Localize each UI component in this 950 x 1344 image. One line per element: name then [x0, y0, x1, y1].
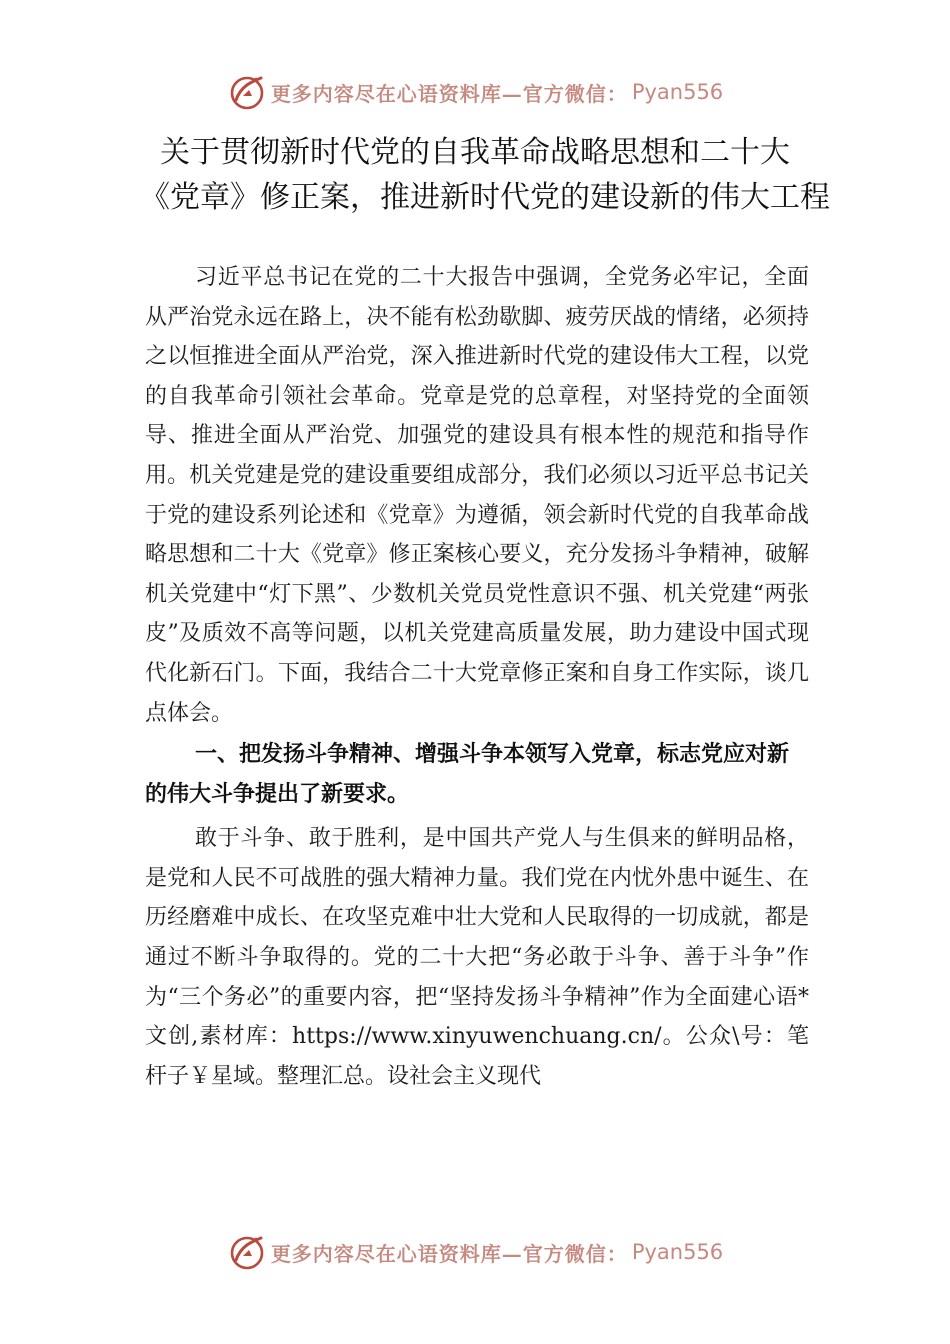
section-heading-1: 一、把发扬斗争精神、增强斗争本领写入党章，标志党应对新的伟大斗争提出了新要求。 — [145, 742, 790, 808]
title-line-1: 关于贯彻新时代党的自我革命战略思想和二十大 — [160, 135, 790, 170]
watermark-handle: Pyan556 — [631, 1240, 724, 1264]
document-body — [145, 258, 809, 1096]
watermark-header — [0, 70, 950, 114]
watermark-footer — [0, 1230, 950, 1274]
title-line-2: 《党章》修正案，推进新时代党的建设新的伟大工程 — [140, 180, 830, 215]
watermark-handle: Pyan556 — [631, 80, 724, 104]
watermark-text: 更多内容尽在心语资料库—官方微信： — [270, 81, 628, 106]
intro-paragraph: 习近平总书记在党的二十大报告中强调，全党务必牢记，全面从严治党永远在路上，决不能有松劲歇脚、疲劳厌战的情绪，必须持之以恒推进全面从严治党，深入推进新时代党的建设伟大工程，以党的自我革命引领社会革命。党章是党的总章程，对坚持党的全面领导、推进全面从严治党、加强党的建设具有根本性的规范和指导作用。机关党建是党的建设重要组成部分，我们必须以习近平总书记关于党的建设系列论述和《党章》为遵循，领会新时代党的自我革命战略思想和二十大《党章》修正案核心要义，充分发扬斗争精神，破解机关党建中“灯下黑”、少数机关党员党性意识不强、机关党建“两张皮”及质效不高等问题，以机关党建高质量发展，助力建设中国式现代化新石门。下面，我结合二十大党章修正案和自身工作实际，谈几点体会。 — [145, 265, 809, 726]
brand-logo-icon — [227, 1232, 267, 1272]
brand-logo-icon — [227, 72, 267, 112]
document-title — [140, 130, 830, 220]
watermark-text: 更多内容尽在心语资料库—官方微信： — [270, 1241, 628, 1266]
section-1-paragraph: 敢于斗争、敢于胜利，是中国共产党人与生俱来的鲜明品格，是党和人民不可战胜的强大精神力量。我们党在内忧外患中诞生、在历经磨难中成长、在攻坚克难中壮大党和人民取得的一切成就，都是通过不断斗争取得的。党的二十大把“务必敢于斗争、善于斗争”作为“三个务必”的重要内容，把“坚持发扬斗争精神”作为全面建心语*文创,素材库：https://www.xinyuwenchuang.cn/。公众\号：笔杆子￥星域。整理汇总。设社会主义现代 — [145, 826, 809, 1089]
